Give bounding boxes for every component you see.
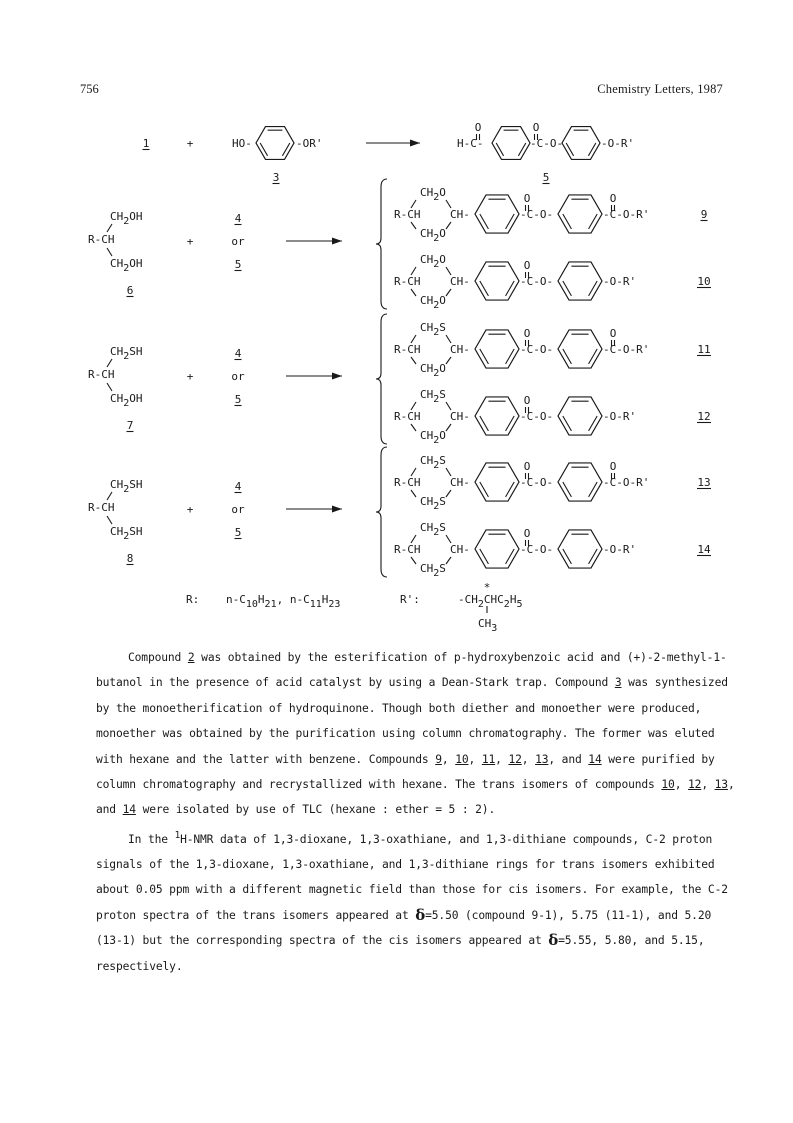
ether-terminal: -O-R'	[603, 275, 637, 288]
reagent-or: or	[231, 370, 245, 383]
ring-bond	[446, 535, 451, 543]
aromatic-bond	[506, 214, 515, 229]
chain-bond	[107, 224, 112, 232]
ring-bond	[446, 200, 451, 208]
ester-linkage: -C-O-	[520, 410, 554, 423]
aromatic-bond	[566, 143, 573, 156]
compound-ref: 13	[535, 752, 549, 766]
ring-carbon: CH-	[450, 343, 470, 356]
benzene-ring	[558, 530, 602, 568]
diol-6-top: CH2OH	[110, 210, 143, 227]
compound-ref: 11	[481, 752, 496, 766]
ring-bond	[446, 222, 451, 229]
diol-6-mid: R-CH	[88, 233, 115, 246]
legend-rprime-value: -CH2CHC2H5	[458, 593, 523, 610]
carbonyl-oxygen: O	[474, 121, 482, 134]
chain-bond	[107, 248, 112, 256]
reagent-label: 4	[234, 347, 242, 360]
aromatic-bond	[589, 482, 598, 497]
aromatic-bond	[588, 143, 595, 156]
compound-label: 5	[542, 171, 550, 184]
ring-bond	[411, 222, 416, 229]
chain-bond	[107, 383, 112, 391]
ester-linkage: -C-O-	[520, 543, 554, 556]
ring-bond	[446, 289, 451, 296]
carbonyl-oxygen: O	[523, 527, 531, 540]
aromatic-bond	[480, 549, 489, 564]
ring-bond	[446, 402, 451, 410]
reagent-label: 5	[234, 258, 242, 271]
compound-label: 11	[697, 343, 711, 356]
delta-symbol: δ	[415, 905, 426, 924]
reagent-or: or	[231, 503, 245, 516]
paragraph-nmr: In the $^1$H-NMR data of 1,3-dioxane, 1,3-oxathiane, and 1,3-dithiane compounds, C-2 proton signals of the 1,3-dioxane, 1,3-oxathiane, and 1,3-dithiane rings for trans isomers exhibited about 0.05 ppm with a different magnetic field than those for cis isomers. For example, the C-2 proton spectra of the trans isomers appeared at δ=5.50 (compound 9-1), 5.75 (11-1), and 5.20 (13-1) but the corresponding spectra of the cis isomers appeared at δ=5.55, 5.80, and 5.15, respectively.	[96, 829, 728, 973]
journal-name: Chemistry Letters, 1987	[597, 82, 723, 96]
benzene-ring	[475, 262, 519, 300]
reagent-label: 4	[234, 480, 242, 493]
ring-bond	[411, 535, 416, 543]
ring-heteroatom-top: CH2O	[420, 253, 446, 270]
product-bracket	[376, 314, 387, 444]
benzene-ring	[256, 127, 294, 160]
product-fragment: -O-R'	[601, 137, 635, 150]
ester-terminal: -C-O-R'	[603, 343, 650, 356]
ring-heteroatom-bottom: CH2O	[420, 429, 446, 446]
ester-linkage: -C-O-	[520, 476, 554, 489]
carbonyl-oxygen: O	[532, 121, 540, 134]
compound-ref: 14	[588, 752, 602, 766]
paragraph-synthesis: Compound 2 was obtained by the esterification of p-hydroxybenzoic acid and (+)-2-methyl-1-butanol in the presence of acid catalyst by using a Dean-Stark trap. Compound 3 was synthesized by the monoetherification of hydroquinone. Though both diether and monoether were produced, monoether was obtained by the purification using column chromatography. The former was eluted with hexane and the latter with benzene. Compounds 9, 10, 11, 12, 13, and 14 were purified by column chromatography and recrystallized with hexane. The trans isomers of compounds 10, 12, 13, and 14 were isolated by use of TLC (hexane : ether = 5 : 2).	[96, 651, 735, 817]
aromatic-bond	[589, 214, 598, 229]
ester-linkage: -C-O-	[520, 275, 554, 288]
aromatic-bond	[282, 143, 289, 156]
arrow-head	[410, 140, 420, 147]
compound-label: 12	[697, 410, 711, 423]
aromatic-bond	[480, 349, 489, 364]
benzene-ring	[475, 195, 519, 233]
compound-label: 1	[142, 137, 150, 150]
dithiol-8-mid: R-CH	[88, 501, 115, 514]
aromatic-bond	[506, 281, 515, 296]
aromatic-bond	[589, 416, 598, 431]
compound-label: 8	[126, 552, 134, 565]
ring-carbon: CH-	[450, 208, 470, 221]
compound-ref: 9	[435, 752, 442, 766]
dithiol-8-bottom: CH2SH	[110, 525, 143, 542]
legend-rprime-branch: CH3	[478, 617, 498, 634]
ring-bond	[411, 402, 416, 410]
reagent-label: 5	[234, 526, 242, 539]
ring-carbon: R-CH	[394, 543, 421, 556]
aromatic-bond	[506, 549, 515, 564]
benzene-ring	[475, 463, 519, 501]
carbonyl-oxygen: O	[523, 394, 531, 407]
chiral-center-mark: *	[483, 581, 491, 594]
ring-heteroatom-bottom: CH2S	[420, 495, 446, 512]
carbonyl-oxygen: O	[609, 327, 617, 340]
benzene-ring	[475, 397, 519, 435]
benzene-ring	[475, 530, 519, 568]
aromatic-bond	[563, 549, 572, 564]
carbonyl-oxygen: O	[523, 192, 531, 205]
ring-bond	[446, 468, 451, 476]
product-fragment: -C-O-	[530, 137, 564, 150]
aromatic-bond	[480, 281, 489, 296]
aromatic-bond	[480, 482, 489, 497]
chain-bond	[107, 359, 112, 367]
ring-heteroatom-bottom: CH2O	[420, 362, 446, 379]
ring-heteroatom-bottom: CH2O	[420, 227, 446, 244]
compound-label: 9	[700, 208, 708, 221]
aromatic-bond	[589, 349, 598, 364]
ester-linkage: -C-O-	[520, 343, 554, 356]
product-bracket	[376, 447, 387, 577]
ring-carbon: R-CH	[394, 410, 421, 423]
aromatic-bond	[563, 281, 572, 296]
aromatic-bond	[506, 349, 515, 364]
arrow-head	[332, 373, 342, 380]
ring-bond	[446, 557, 451, 564]
benzene-ring	[492, 127, 530, 160]
ring-bond	[411, 490, 416, 497]
aromatic-bond	[563, 416, 572, 431]
carbonyl-oxygen: O	[523, 259, 531, 272]
compound-label: 6	[126, 284, 134, 297]
ring-carbon: CH-	[450, 476, 470, 489]
legend-r-label: R:	[186, 593, 200, 606]
ether-terminal: -O-R'	[603, 543, 637, 556]
aromatic-bond	[563, 349, 572, 364]
aromatic-bond	[480, 416, 489, 431]
plus-sign: +	[186, 137, 194, 150]
ring-heteroatom-top: CH2O	[420, 186, 446, 203]
carbonyl-oxygen: O	[609, 192, 617, 205]
ester-terminal: -C-O-R'	[603, 476, 650, 489]
chain-bond	[107, 516, 112, 524]
plus-sign: +	[186, 235, 194, 248]
ring-heteroatom-top: CH2S	[420, 321, 446, 338]
compound-ref: 10	[661, 778, 675, 792]
ring-bond	[411, 357, 416, 364]
ring-bond	[411, 289, 416, 296]
ring-heteroatom-top: CH2S	[420, 521, 446, 538]
ring-heteroatom-top: CH2S	[420, 454, 446, 471]
benzene-ring	[475, 330, 519, 368]
benzene-ring	[558, 397, 602, 435]
aromatic-bond	[563, 482, 572, 497]
dithiol-8-top: CH2SH	[110, 478, 143, 495]
ring-bond	[446, 267, 451, 275]
ester-linkage: -C-O-	[520, 208, 554, 221]
ring-carbon: CH-	[450, 543, 470, 556]
compound-ref: 10	[455, 752, 469, 766]
carbonyl-oxygen: O	[523, 460, 531, 473]
carbonyl-oxygen: O	[609, 460, 617, 473]
ether-terminal: -O-R'	[603, 410, 637, 423]
compound-ref: 12	[688, 778, 702, 792]
plus-sign: +	[186, 503, 194, 516]
legend-r-values: n-C10H21, n-C11H23	[226, 593, 341, 610]
reaction-scheme	[0, 105, 793, 635]
compound-ref: 3	[614, 676, 622, 690]
ring-bond	[411, 468, 416, 476]
ring-bond	[411, 335, 416, 343]
reactant-fragment: HO-	[232, 137, 252, 150]
compound-label: 10	[697, 275, 711, 288]
aromatic-bond	[563, 214, 572, 229]
reactant-fragment: -OR'	[296, 137, 323, 150]
reagent-or: or	[231, 235, 245, 248]
aromatic-bond	[589, 549, 598, 564]
compound-ref: 14	[122, 803, 136, 817]
aromatic-bond	[496, 143, 503, 156]
thiol-7-top: CH2SH	[110, 345, 143, 362]
page-number: 756	[80, 82, 99, 96]
ring-bond	[446, 335, 451, 343]
benzene-ring	[558, 463, 602, 501]
ring-bond	[446, 357, 451, 364]
ring-carbon: R-CH	[394, 275, 421, 288]
benzene-ring	[558, 330, 602, 368]
legend-rprime-label: R':	[400, 593, 420, 606]
thiol-7-bottom: CH2OH	[110, 392, 143, 409]
compound-label: 7	[126, 419, 134, 432]
arrow-head	[332, 506, 342, 513]
aromatic-bond	[518, 143, 525, 156]
compound-ref: 13	[714, 778, 728, 792]
ring-bond	[411, 557, 416, 564]
ring-carbon: CH-	[450, 410, 470, 423]
ring-carbon: R-CH	[394, 476, 421, 489]
product-bracket	[376, 179, 387, 309]
aromatic-bond	[589, 281, 598, 296]
ester-terminal: -C-O-R'	[603, 208, 650, 221]
benzene-ring	[558, 262, 602, 300]
arrow-head	[332, 238, 342, 245]
thiol-7-mid: R-CH	[88, 368, 115, 381]
aromatic-bond	[506, 416, 515, 431]
ring-heteroatom-bottom: CH2S	[420, 562, 446, 579]
ring-bond	[446, 490, 451, 497]
product-fragment: H-C-	[457, 137, 484, 150]
aromatic-bond	[260, 143, 267, 156]
compound-label: 14	[697, 543, 711, 556]
aromatic-bond	[506, 482, 515, 497]
ring-bond	[446, 424, 451, 431]
benzene-ring	[562, 127, 600, 160]
chain-bond	[107, 492, 112, 500]
ring-bond	[411, 200, 416, 208]
body-text	[96, 645, 738, 979]
compound-label: 3	[272, 171, 280, 184]
ring-bond	[411, 267, 416, 275]
plus-sign: +	[186, 370, 194, 383]
ring-heteroatom-bottom: CH2O	[420, 294, 446, 311]
ring-carbon: R-CH	[394, 343, 421, 356]
diol-6-bottom: CH2OH	[110, 257, 143, 274]
ring-bond	[411, 424, 416, 431]
reagent-label: 5	[234, 393, 242, 406]
aromatic-bond	[480, 214, 489, 229]
compound-label: 13	[697, 476, 711, 489]
compound-ref: 2	[187, 651, 195, 664]
ring-carbon: R-CH	[394, 208, 421, 221]
ring-carbon: CH-	[450, 275, 470, 288]
ring-heteroatom-top: CH2S	[420, 388, 446, 405]
compound-ref: 12	[508, 752, 522, 766]
benzene-ring	[558, 195, 602, 233]
carbonyl-oxygen: O	[523, 327, 531, 340]
reagent-label: 4	[234, 212, 242, 225]
delta-symbol: δ	[548, 931, 559, 950]
